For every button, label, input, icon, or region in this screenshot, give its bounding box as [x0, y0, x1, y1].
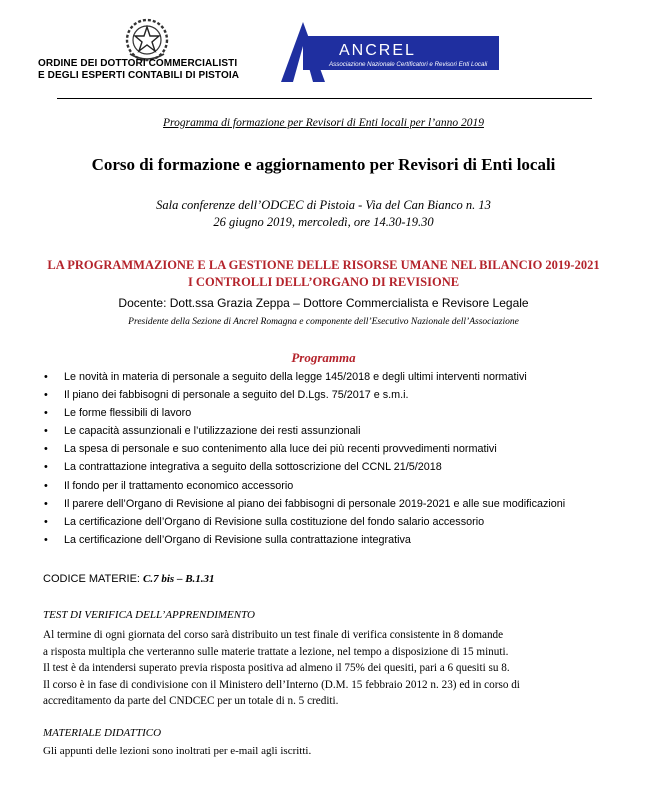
- program-item: [44, 389, 624, 407]
- ancrel-logo-name: ANCREL: [339, 42, 416, 59]
- bullet-icon: •: [44, 407, 48, 420]
- test-body: [43, 627, 613, 710]
- venue: Sala conferenze dell’ODCEC di Pistoia - Via del Can Bianco n. 13: [156, 198, 491, 212]
- test-heading: TEST DI VERIFICA DELL’APPRENDIMENTO: [43, 609, 255, 621]
- program-item: [44, 443, 624, 461]
- bullet-icon: •: [44, 515, 48, 528]
- event-date: 26 giugno 2019, mercoledì, ore 14.30-19.30: [213, 215, 434, 229]
- odcec-name-line1: ORDINE DEI DOTTORI COMMERCIALISTI: [38, 58, 238, 69]
- program-item: [44, 407, 624, 425]
- docente-role: Presidente della Sezione di Ancrel Romagna e componente dell’Esecutivo Nazionale dell’Associazione: [128, 317, 519, 327]
- bullet-icon: •: [44, 479, 48, 492]
- bullet-icon: •: [44, 533, 48, 546]
- bullet-icon: •: [44, 371, 48, 383]
- program-item-text: Il piano dei fabbisogni di personale a seguito del D.Lgs. 75/2017 e s.m.i.: [64, 389, 409, 402]
- program-item: [44, 480, 624, 498]
- program-item-text: Il fondo per il trattamento economico accessorio: [64, 479, 294, 492]
- program-item-text: La contrattazione integrativa a seguito della sottoscrizione del CCNL 21/5/2018: [64, 461, 442, 474]
- header-divider: [57, 98, 592, 99]
- bullet-icon: •: [44, 425, 48, 438]
- program-item-text: La certificazione dell’Organo di Revisione sulla costituzione del fondo salario accessorio: [64, 515, 485, 528]
- test-paragraph-line: Il corso è in fase di condivisione con il Ministero dell’Interno (D.M. 15 febbraio 2012 n. 23) ed in corso di: [43, 678, 520, 691]
- test-paragraph-line: a risposta multipla che verteranno sulle materie trattate a lezione, nel tempo a disposizione di 15 minuti.: [43, 645, 509, 658]
- ancrel-logo-subtitle: Associazione Nazionale Certificatori e Revisori Enti Locali: [329, 61, 488, 68]
- program-item-text: Le novità in materia di personale a seguito della legge 145/2018 e degli ultimi interventi normativi: [64, 371, 527, 383]
- program-item-text: Le capacità assunzionali e l’utilizzazione dei resti assunzionali: [64, 425, 361, 438]
- topic-title-line2: I CONTROLLI DELL’ORGANO DI REVISIONE: [187, 275, 460, 289]
- program-list: [44, 371, 624, 552]
- bullet-icon: •: [44, 443, 48, 456]
- test-paragraph-line: Al termine di ogni giornata del corso sarà distribuito un test finale di verifica consistente in 8 domande: [43, 629, 504, 641]
- program-item: [44, 425, 624, 443]
- program-item-text: La spesa di personale e suo contenimento alla luce dei più recenti provvedimenti normativi: [64, 443, 497, 456]
- subject-code-label: CODICE MATERIE:: [43, 573, 144, 585]
- topic-title-line1: LA PROGRAMMAZIONE E LA GESTIONE DELLE RISORSE UMANE NEL BILANCIO 2019-2021: [47, 258, 600, 272]
- programma-heading: Programma: [291, 350, 356, 365]
- program-item-text: Le forme flessibili di lavoro: [64, 407, 192, 420]
- program-item-text: Il parere dell’Organo di Revisione al piano dei fabbisogni di personale 2019-2021 e alle sue modificazioni: [64, 497, 566, 510]
- materiale-heading: MATERIALE DIDATTICO: [43, 727, 162, 739]
- course-title: Corso di formazione e aggiornamento per Revisori di Enti locali: [91, 155, 556, 174]
- program-item: [44, 498, 624, 516]
- ancrel-logo: [281, 22, 521, 82]
- test-paragraph-line: Il test è da intendersi superato previa risposta positiva ad almeno il 75% dei quesiti, pari a 6 quesiti su 8.: [43, 662, 510, 675]
- docente: Docente: Dott.ssa Grazia Zeppa – Dottore Commercialista e Revisore Legale: [118, 296, 529, 310]
- bullet-icon: •: [44, 497, 48, 510]
- bullet-icon: •: [44, 461, 48, 474]
- program-item: [44, 461, 624, 479]
- subject-code: [43, 573, 215, 585]
- program-title: Programma di formazione per Revisori di Enti locali per l’anno 2019: [163, 117, 484, 129]
- program-item: [44, 371, 624, 389]
- odcec-name-line2: E DEGLI ESPERTI CONTABILI DI PISTOIA: [38, 70, 240, 81]
- odcec-name: [38, 58, 278, 82]
- bullet-icon: •: [44, 389, 48, 402]
- test-paragraph-line: accreditamento da parte del CNDCEC per un totale di n. 5 crediti.: [43, 695, 339, 708]
- program-item: [44, 516, 624, 534]
- program-item-text: La certificazione dell’Organo di Revisione sulla contrattazione integrativa: [64, 533, 411, 546]
- materiale-body: Gli appunti delle lezioni sono inoltrati per e-mail agli iscritti.: [43, 745, 312, 757]
- subject-code-value: C.7 bis – B.1.31: [143, 573, 215, 585]
- program-item: [44, 534, 624, 552]
